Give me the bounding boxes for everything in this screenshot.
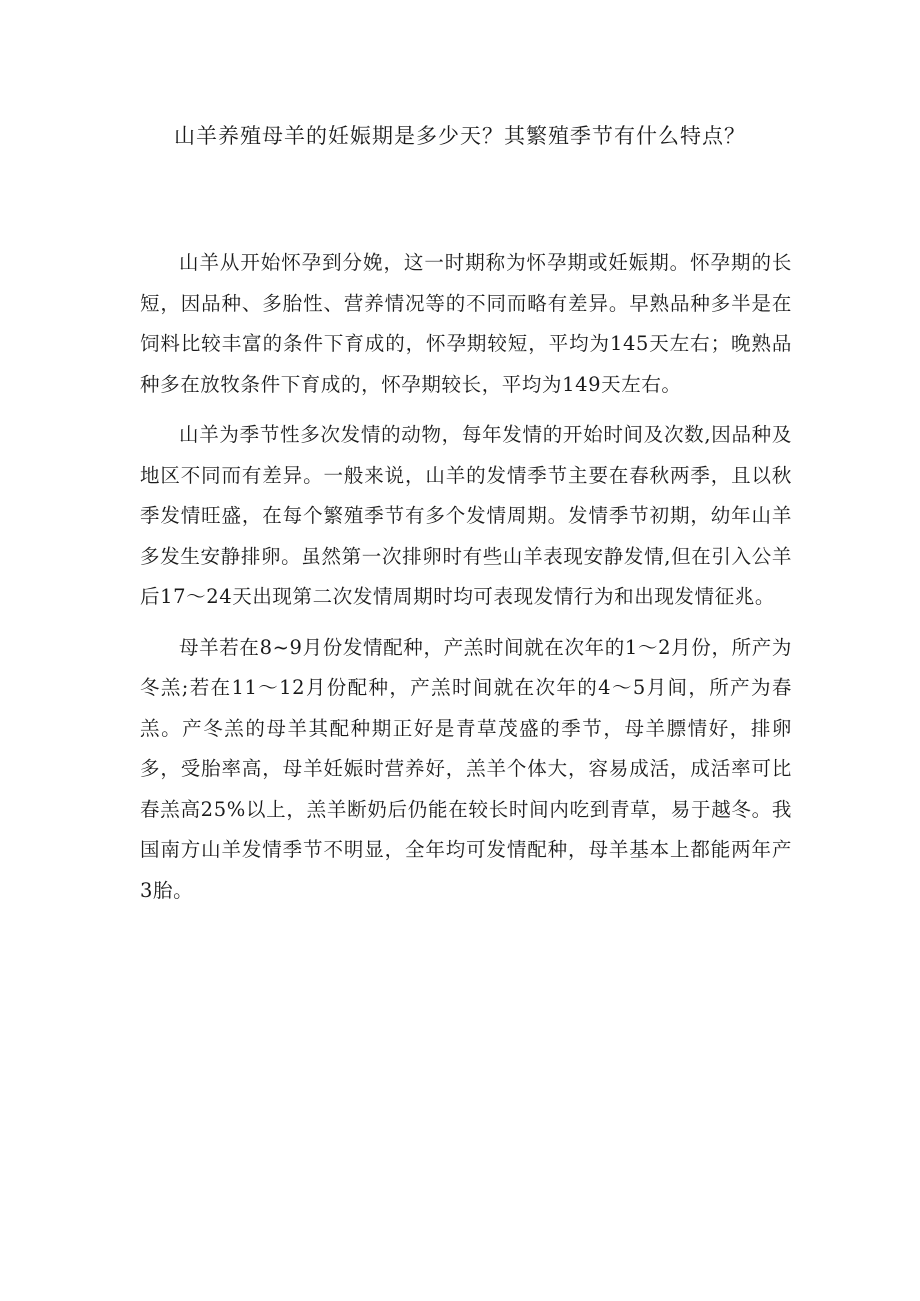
document-title: 山羊养殖母羊的妊娠期是多少天？其繁殖季节有什么特点？ bbox=[174, 124, 746, 148]
document-body bbox=[140, 243, 792, 921]
paragraph-breeding-season: 山羊为季节性多次发情的动物，每年发情的开始时间及次数,因品种及地区不同而有差异。一般来说，山羊的发情季节主要在春秋两季，且以秋季发情旺盛，在每个繁殖季节有多个发情周期。发情季节初期，幼年山羊多发生安静排卵。虽然第一次排卵时有些山羊表现安静发情,但在引入公羊后17～24天出现第二次发情周期时均可表现发情行为和出现发情征兆。 bbox=[140, 423, 792, 608]
paragraph-lambing-timing: 母羊若在8~9月份发情配种，产羔时间就在次年的1～2月份，所产为冬羔;若在11～12月份配种，产羔时间就在次年的4～5月间，所产为春羔。产冬羔的母羊其配种期正好是青草茂盛的季节，母羊膘情好，排卵多，受胎率高，母羊妊娠时营养好，羔羊个体大，容易成活，成活率可比春羔高25%以上，羔羊断奶后仍能在较长时间内吃到青草，易于越冬。我国南方山羊发情季节不明显，全年均可发情配种，母羊基本上都能两年产3胎。 bbox=[140, 635, 792, 902]
paragraph-gestation-period: 山羊从开始怀孕到分娩，这一时期称为怀孕期或妊娠期。怀孕期的长短，因品种、多胎性、营养情况等的不同而略有差异。早熟品种多半是在饲料比较丰富的条件下育成的，怀孕期较短，平均为145天左右；晚熟品种多在放牧条件下育成的，怀孕期较长，平均为149天左右。 bbox=[140, 251, 792, 396]
